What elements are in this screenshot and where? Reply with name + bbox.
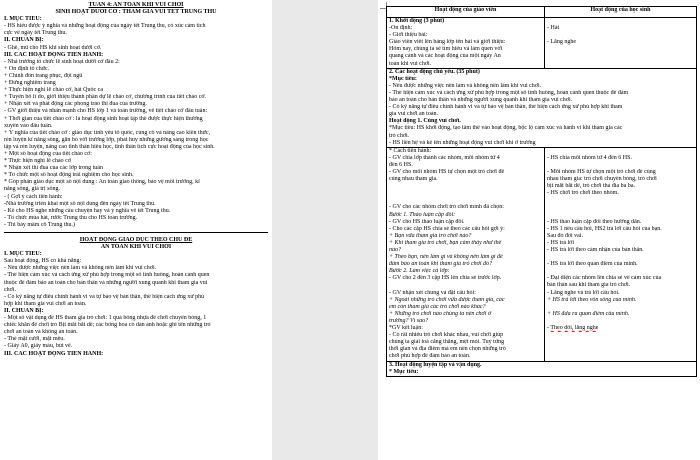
cell-line: + Ngoài những trò chơi vừa được tham gia, các (389, 296, 505, 303)
cell-line: nhau tham gia: trò chơi chuyền bóng, trò chơi (547, 176, 657, 183)
cell-line: - Cho các cặp HS chia sẻ theo các câu hỏi gợi ý: (389, 225, 505, 232)
cell-line: * Cách tiến hành: (389, 147, 432, 154)
table-row (387, 68, 697, 147)
cell-line (547, 254, 694, 261)
cell-line: - HS liên hệ và kể tên những hoạt động vui chơi khi ở trường (389, 139, 536, 146)
cell-line: - GV cho HS thảo luận cặp đôi. (389, 218, 465, 225)
section-divider (4, 232, 268, 233)
cell-line: - HS trả lời (547, 239, 575, 246)
cell-line: gia vui chơi an toàn. (389, 111, 438, 118)
text-line: + Một số hoạt động của tiết chào cờ: (4, 150, 92, 157)
cell-line: - Lắng nghe (547, 39, 576, 46)
text-line: tập và rèn luyện, nâng cao tinh thần hiếu học, tinh thần tích cực hoạt động của học sinh. (4, 143, 215, 150)
cell-line: - Có kỹ năng tự điều chỉnh hành vi và tự bảo vệ bản thân, thể hiện cách ứng xử phù hợp khi tham (389, 104, 623, 111)
cell-line: 3. Hoạt động luyện tập và vận dụng. (389, 361, 482, 368)
merged-cell (387, 361, 697, 376)
cell-line (547, 318, 694, 325)
text-line: thuộc để đảm bảo an toàn cho bản thân và những người xung quanh khi tham gia vui (4, 279, 208, 286)
cell-line: 2. Các hoạt động chủ yếu. (35 phút) (389, 68, 480, 75)
topic-title: HOẠT ĐỘNG GIÁO DỤC THEO CHỦ ĐỀ (79, 237, 193, 243)
cell-line (389, 190, 542, 197)
cell-line (547, 148, 694, 155)
week-title: TUẦN 4: AN TOÀN KHI VUI CHƠI (88, 2, 184, 8)
cell-line: Hôm nay, chúng ta sẽ tìm hiểu và làm quen với (389, 46, 503, 53)
text-line: hợp khi tham gia vui chơi an toàn. (4, 300, 87, 307)
cell-line: thời gian và địa điểm mà em nên chọn những trò (389, 346, 506, 353)
cell-line: trò chơi. (389, 132, 410, 139)
text-line: - HS hiểu được ý nghĩa và những hoạt động của ngày tết Trung thu, có xúc cảm tích (4, 23, 206, 30)
cell-line: - Mỗi nhóm HS tự chọn một trò chơi để cùng (547, 168, 656, 175)
table-row (387, 361, 697, 376)
table-body (387, 18, 697, 377)
text-line: * Thực hiện nghi lễ chào cờ (4, 158, 71, 165)
text-line: III. CÁC HOẠT ĐỘNG TIẾN HÀNH: (4, 350, 104, 357)
cell-line: - HS trả lời theo quan điểm của mình. (547, 261, 638, 268)
cell-line: quang cảnh và các hoạt động của một ngày An (389, 53, 501, 60)
cell-line: chúng ta giải toả căng thẳng, mệt mỏi. Tuỳ từng (389, 339, 505, 346)
cell-line (547, 268, 694, 275)
cell-line: - HS trả lời theo cảm nhận của bản thân. (547, 247, 644, 253)
cell-line: + Khi tham gia trò chơi, bạn cảm thấy như thế (389, 239, 502, 246)
cell-line (547, 32, 694, 39)
cell-line: đảm bảo an toàn khi tham gia trò chơi đó? (389, 261, 493, 268)
cell-line (547, 162, 694, 169)
student-cell (545, 18, 697, 69)
cell-line: - GV nhận xét chung và đặt câu hỏi: (389, 289, 476, 296)
cell-line: - GV cho các nhóm chơi trò chơi mình đã chọn: (389, 204, 504, 211)
cell-line: - Đại diện các nhóm lên chia sẻ về cảm xúc của (547, 275, 662, 282)
text-line: + Ổn định tổ chức. (4, 65, 50, 72)
cell-line: Giáo viên viết lên bảng lớp tên bài và giới thiệu: (389, 39, 506, 46)
cell-line: - Thể hiện cảm xúc và cách ứng xử phù hợp trong một số tình huống, hoàn cảnh quen thuộc để đảm (389, 89, 629, 96)
cell-line (389, 197, 542, 204)
merged-cell (387, 68, 697, 147)
cell-line: - HS chia mỗi nhóm từ 4 đến 6 HS. (547, 154, 632, 161)
right-document-page (378, 0, 700, 460)
cell-line: đến 6 HS. (389, 161, 413, 168)
text-line: - ( Gợi ý cách tiến hành: (4, 193, 63, 200)
cell-line: - GV chia lớp thành các nhóm, mỗi nhóm từ 4 (389, 154, 500, 161)
cell-line (547, 197, 694, 204)
cell-line: - Nêu được những việc nên làm và không nên làm khi vui chơi. (389, 82, 542, 89)
text-line: rèn luyện kĩ năng sống, gắn bó với trường lớp, phát huy những gương sáng trong học (4, 136, 209, 143)
text-line: - Thi bày mâm cỗ Trung thu.) (4, 221, 76, 228)
text-line: - Tổ chức múa hát, rước Trung thu cho HS toàn trường. (4, 214, 138, 221)
topic-section (4, 251, 268, 357)
activity-table (386, 6, 697, 377)
text-line: + Nhận xét và phát động các phong trào thi đua của trường. (4, 101, 147, 108)
text-line: * Góp phần giáo dục một số nội dung : An toàn giao thông, bảo vệ môi trường, kĩ (4, 179, 200, 186)
cell-line (389, 282, 542, 289)
table-row (387, 18, 697, 69)
cell-line: toàn khi vui chơi. (389, 60, 432, 67)
cell-line (547, 304, 694, 311)
cell-line: * Mục tiêu: (389, 368, 419, 375)
cell-line: -Ổn định: (389, 25, 413, 32)
text-line: chiếc khăn để chơi trò Bịt mắt bắt dê; các bông hoa có dán ảnh hoặc ghi tên những trò (4, 322, 211, 329)
text-line: + Đứng nghiêm trang (4, 80, 56, 87)
cell-line: + Bạn vừa tham gia trò chơi nào? (389, 232, 472, 239)
cell-line: Bước 1. Thảo luận cặp đôi: (389, 211, 456, 218)
text-line: + Tuyên bố lí do, giới thiệu thành phần dự lễ chào cờ, chương trình của tiết chào cờ. (4, 94, 207, 101)
text-line: II. CHUẨN BỊ: (4, 37, 44, 44)
text-line: + Thời gian của tiết chào cờ : là hoạt động sinh hoạt tập thể được thực hiện thường (4, 115, 203, 122)
text-line: xuyên vào đầu tuần. (4, 122, 53, 129)
teacher-cell (387, 147, 545, 361)
text-line: - Một số vật dụng để HS tham gia trò chơi: 1 quả bóng nhựa để chơi chuyền bóng, 1 (4, 315, 207, 322)
text-line: + Chỉnh đốn trang phục, đội ngũ (4, 72, 83, 79)
flag-ceremony-section (4, 16, 268, 229)
text-line: -Nhà trường triển khai một số nội dung đến ngày tết Trung thu. (4, 200, 156, 207)
cell-line: nào? (389, 247, 401, 253)
cell-line: - GV cho mỗi nhóm HS tự chọn một trò chơi để (389, 168, 505, 175)
cell-line: Hoạt động 1. Cùng vui chơi. (389, 118, 461, 125)
cell-line: em còn tham gia các trò chơi nào khác? (389, 303, 486, 310)
text-line: + Ý nghĩa của tiết chào cờ : giáo dục tình yêu tổ quốc, củng cố và nâng cao kiến thức, (4, 129, 211, 136)
cell-line: bản thân sau khi tham gia trò chơi. (547, 282, 631, 289)
text-line: - Nêu được những việc nên làm và không nên làm khi vui chơi. (4, 265, 157, 272)
cell-line: - HS chơi trò chơi theo nhóm. (547, 190, 619, 197)
text-line: I. MỤC TIÊU: (4, 251, 42, 258)
text-line: * Tổ chức một số hoạt động trải nghiệm cho học sinh. (4, 172, 134, 179)
flag-ceremony-title: SINH HOẠT DƯỚI CỜ : THAM GIA VUI TẾT TRUNG THU (55, 9, 217, 16)
cell-line: - Có rất nhiều trò chơi khác nhau, vui chơi giúp (389, 332, 504, 339)
cell-line: + Theo bạn, nên làm gì và không nên làm gì để (389, 254, 503, 261)
cell-line: *GV kết luận: (389, 325, 423, 332)
left-document-page (0, 0, 272, 460)
text-line: cực về ngày tết Trung thu. (4, 30, 67, 37)
left-page-text (4, 2, 268, 358)
cell-line: + Những trò chơi nào chúng ta nên chơi ở (389, 310, 492, 317)
cell-line (389, 183, 542, 190)
cell-line: + HS đưa ra quan điểm cầu mình. (547, 310, 630, 317)
text-line: III. CÁC HOẠT ĐỘNG TIẾN HÀNH: (4, 51, 104, 58)
text-line: I. MỤC TIÊU: (4, 16, 42, 23)
cell-line: cùng nhau tham gia. (389, 176, 438, 183)
student-cell (545, 147, 697, 361)
cell-line: - GV cho 2 đến 3 cặp HS lên chia sẻ trước lớp. (389, 275, 502, 282)
text-line: năng sống, giá trị sống. (4, 186, 60, 193)
text-line: - Nhà trường tổ chức lễ sinh hoạt dưới cờ đầu 2: (4, 58, 120, 65)
cell-line: + HS trả lời theo vốn sống của mình. (547, 296, 637, 303)
cell-line: chơi phù hợp để đảm bảo an toàn. (389, 353, 471, 360)
topic-subtitle: AN TOÀN KHI VUI CHƠI (100, 244, 172, 251)
text-line: chơi. (4, 286, 17, 293)
cell-line: - Hát (547, 25, 560, 32)
text-line: - Thể hiện cảm xúc và cách ứng xử phù hợp trong một số tình huống, hoàn cảnh quen (4, 272, 210, 279)
table-row (387, 147, 697, 361)
cell-line: - Lắng nghe và trả lời câu hỏi. (547, 289, 620, 296)
cell-line (547, 204, 694, 211)
cell-line: - Giới thiệu bài: (389, 32, 428, 39)
cell-line: Sau đó đổi vai. (547, 232, 583, 239)
student-activity-header: Hoạt động của học sinh (545, 7, 697, 18)
cell-line: trường? Vì sao? (389, 317, 429, 324)
text-line: - Thẻ mặt cười, mặt mếu. (4, 336, 65, 343)
text-line: II. CHUẨN BỊ: (4, 307, 44, 314)
text-line: - GV giới thiệu và nhấn mạnh cho HS lớp 1 và toàn trường, về tiết chào cờ đầu tuần: (4, 108, 208, 115)
cell-line: *Mục tiêu: (389, 75, 417, 82)
cell-line: *Mục tiêu: HS khởi động, tạo tâm thế vào hoạt động, bộc lộ cảm xúc và hành vi khi tham gia các (389, 125, 623, 132)
text-line: - Ghế, mũ cho HS khi sinh hoạt dưới cờ. (4, 44, 102, 51)
cell-line: bịt mắt bắt dê, trò chơi thả đỉa ba ba. (547, 183, 635, 190)
cell-line: - HS 1 nêu câu hỏi, HS2 trả lời câu hỏi của bạn. (547, 225, 662, 232)
text-line: - Kể cho HS nghe những câu chuyện hay và ý nghĩa về tết Trung thu. (4, 207, 171, 214)
cell-line (547, 18, 694, 25)
teacher-cell (387, 18, 545, 69)
text-line: + Thực hiện nghi lễ chào cờ, hát Quốc ca (4, 87, 103, 94)
cell-line: bảo an toàn cho bản thân và những người xung quanh khi tham gia vui chơi. (389, 97, 573, 104)
text-line: Sau hoạt động, HS có khả năng: (4, 258, 82, 265)
cell-line (547, 212, 694, 219)
text-line: chơi an toàn và không an toàn. (4, 329, 78, 336)
text-line: * Nhận xét thi đua của các lớp trong tuần (4, 165, 103, 172)
text-line: - Giấy A0, giấy màu, bút vẽ. (4, 343, 73, 350)
cell-line: Bước 2. Làm việc cả lớp: (389, 268, 450, 275)
cell-line: 1. Khởi động (3 phút) (389, 18, 445, 24)
cell-line: - Theo dõi, lắng nghe (547, 325, 599, 332)
cell-line: - HS thảo luận cặp đôi theo hướng dẫn. (547, 218, 642, 225)
text-line: - Có kỹ năng tự điều chỉnh hành vi và tự bảo vệ bản thân, thể hiện cách ứng xử phù (4, 293, 205, 300)
table-header-row (387, 7, 697, 18)
teacher-activity-header: Hoạt động của giáo viên (387, 7, 545, 18)
